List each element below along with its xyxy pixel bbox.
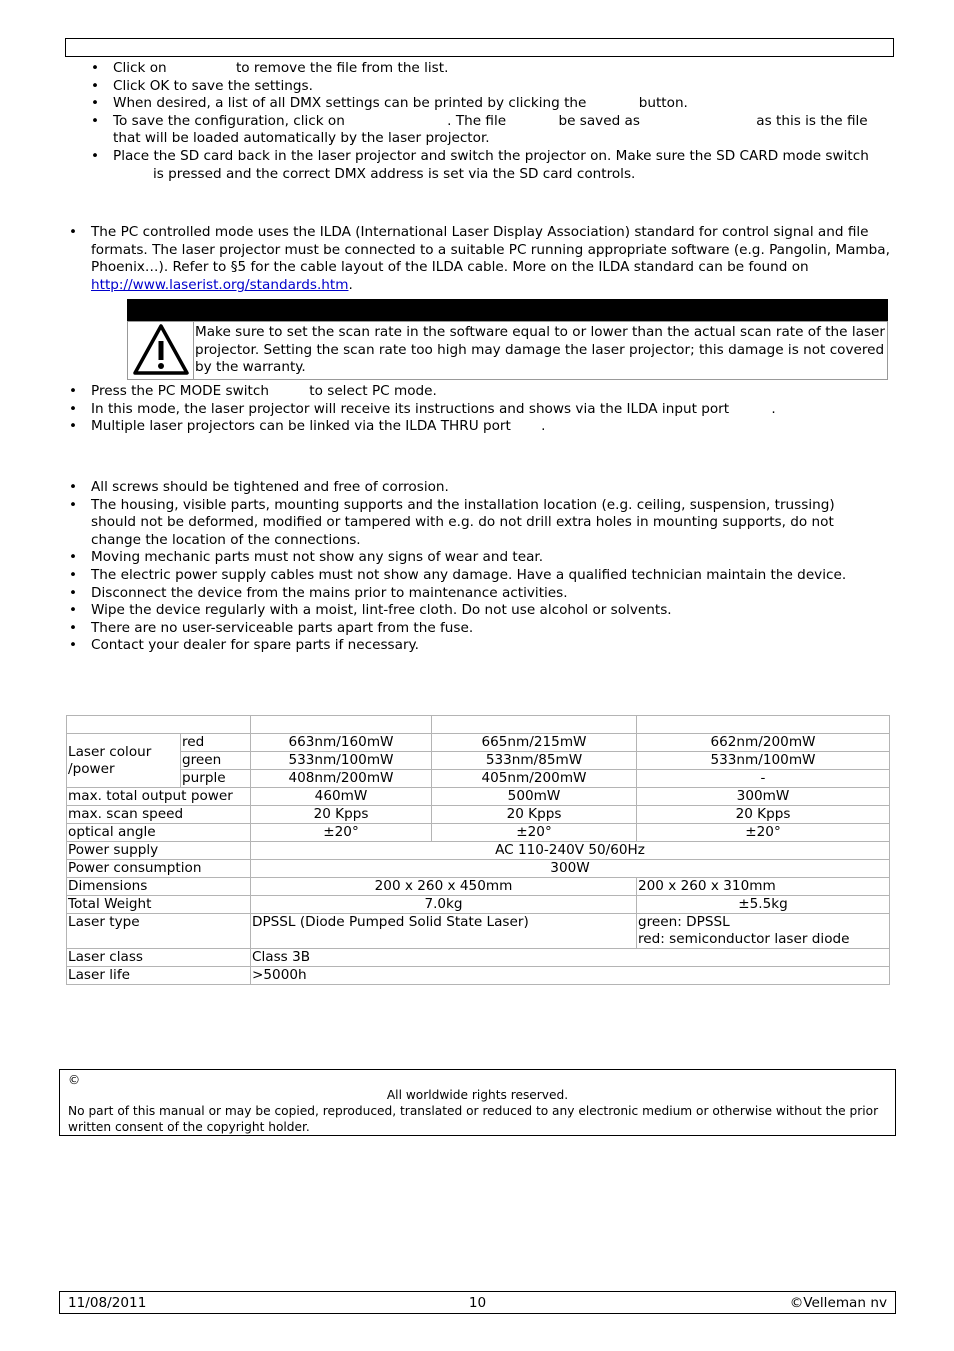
- table-row: [67, 788, 890, 806]
- copyright-box: [59, 1069, 896, 1136]
- copyright-notice: No part of this manual or may be copied, reproduced, translated or reduced to any electronic medium or otherwise without the prior written consent of the copyright holder.: [68, 1104, 879, 1134]
- cell-line: green: DPSSL: [638, 914, 730, 930]
- footer-company: ©Velleman nv: [789, 1295, 887, 1311]
- warning-text: Make sure to set the scan rate in the software equal to or lower than the actual scan rate of the laser projector. Setting the scan rate too high may damage the laser projector; this damage is not covered by the warranty.: [195, 324, 885, 376]
- row-label: Power consumption: [67, 860, 251, 878]
- list-item: • There are no user-serviceable parts apart from the fuse.: [69, 619, 474, 636]
- table-row: [67, 878, 890, 896]
- warning-triangle-icon: [127, 321, 194, 380]
- specifications-table: [66, 715, 890, 985]
- table-cell: ±20°: [432, 824, 637, 842]
- table-cell: DPSSL (Diode Pumped Solid State Laser): [251, 914, 637, 949]
- table-row: [67, 949, 890, 967]
- list-item: • Click OK to save the settings.: [91, 77, 313, 94]
- page-header-box: [65, 38, 894, 57]
- table-cell: 460mW: [251, 788, 432, 806]
- list-item: • Contact your dealer for spare parts if necessary.: [69, 637, 419, 654]
- table-cell: 533nm/100mW: [251, 752, 432, 770]
- table-cell: 500mW: [432, 788, 637, 806]
- table-cell: 20 Kpps: [432, 806, 637, 824]
- sd-card-steps-list: [91, 60, 893, 183]
- table-cell: AC 110-240V 50/60Hz: [251, 842, 890, 860]
- warning-icon-cell: [127, 321, 194, 380]
- colour-label: green: [181, 752, 251, 770]
- colour-label: purple: [181, 770, 251, 788]
- row-label: max. total output power: [67, 788, 251, 806]
- cell-line: red: semiconductor laser diode: [638, 931, 850, 947]
- table-row: [67, 860, 890, 878]
- warning-header-bar: [127, 299, 888, 321]
- table-cell: ±5.5kg: [637, 896, 890, 914]
- pc-mode-steps-list: [69, 383, 891, 436]
- table-row: [67, 967, 890, 985]
- list-item: • Click on to remove the file from the list.: [91, 60, 449, 76]
- colour-label: red: [181, 734, 251, 752]
- table-header-row: [67, 716, 890, 734]
- table-cell: 20 Kpps: [251, 806, 432, 824]
- list-item: • Wipe the device regularly with a moist, lint-free cloth. Do not use alcohol or solvents.: [69, 602, 672, 619]
- page-footer: [59, 1291, 896, 1314]
- list-item: • When desired, a list of all DMX settings can be printed by clicking the button.: [91, 95, 688, 112]
- table-cell: 7.0kg: [251, 896, 637, 914]
- row-label: Power supply: [67, 842, 251, 860]
- table-cell: ±20°: [637, 824, 890, 842]
- row-label: Laser life: [67, 967, 251, 985]
- table-cell: 533nm/85mW: [432, 752, 637, 770]
- row-label: Total Weight: [67, 896, 251, 914]
- table-cell: 200 x 260 x 450mm: [251, 878, 637, 896]
- table-cell: -: [637, 770, 890, 788]
- row-label: Dimensions: [67, 878, 251, 896]
- table-cell: >5000h: [251, 967, 890, 985]
- table-cell: 200 x 260 x 310mm: [637, 878, 890, 896]
- table-cell: 533nm/100mW: [637, 752, 890, 770]
- list-item: • To save the configuration, click on . The file be saved as as this is the file that will be loaded automatically by the laser projector.: [91, 112, 868, 147]
- table-cell: 662nm/200mW: [637, 734, 890, 752]
- list-item: • All screws should be tightened and free of corrosion.: [69, 479, 449, 495]
- table-row: [67, 752, 890, 770]
- table-row: [67, 896, 890, 914]
- table-row: [67, 734, 890, 752]
- table-row: [67, 770, 890, 788]
- table-row: [67, 842, 890, 860]
- table-cell: 405nm/200mW: [432, 770, 637, 788]
- table-cell: ±20°: [251, 824, 432, 842]
- table-row: [67, 914, 890, 949]
- footer-date: 11/08/2011: [68, 1295, 147, 1311]
- row-label: Laser type: [67, 914, 251, 949]
- table-cell: Class 3B: [251, 949, 890, 967]
- list-item: • Disconnect the device from the mains prior to maintenance activities.: [69, 584, 568, 601]
- list-item: • Moving mechanic parts must not show any signs of wear and tear.: [69, 549, 544, 566]
- table-cell: 300mW: [637, 788, 890, 806]
- pc-mode-intro: [69, 224, 891, 294]
- table-cell: 20 Kpps: [637, 806, 890, 824]
- list-item: • In this mode, the laser projector will receive its instructions and shows via the ILDA input port .: [69, 400, 776, 417]
- rights-reserved-text: All worldwide rights reserved.: [386, 1088, 569, 1102]
- table-cell: 300W: [251, 860, 890, 878]
- list-item: • Place the SD card back in the laser projector and switch the projector on. Make sure the SD CARD mode switch is pressed and the correct DMX address is set via the SD card controls.: [91, 147, 869, 182]
- page-number: 10: [468, 1295, 487, 1311]
- table-row: [67, 824, 890, 842]
- table-cell: 665nm/215mW: [432, 734, 637, 752]
- list-item: • The PC controlled mode uses the ILDA (International Laser Display Association) standard for control signal and file formats. The laser projector must be connected to a suitable PC running appropriate software (e.g. Pangolin, Mamba, Phoenix…). Refer to §5 for the cable layout of the ILDA cable. More on the ILDA standard can be found on http://www.laserist.org/standards.htm.: [69, 224, 890, 293]
- ilda-standard-link[interactable]: http://www.laserist.org/standards.htm: [91, 276, 349, 293]
- laser-colour-label: Laser colour /power: [67, 734, 181, 788]
- table-cell: [637, 914, 890, 949]
- list-item: • Multiple laser projectors can be linked via the ILDA THRU port .: [69, 418, 546, 435]
- list-item: • Press the PC MODE switch to select PC mode.: [69, 383, 437, 399]
- copyright-symbol: ©: [68, 1073, 81, 1087]
- list-item: • The housing, visible parts, mounting supports and the installation location (e.g. ceiling, suspension, trussing) should not be deformed, modified or tampered with e.g. do not drill extra holes in mounting supports, do not change the location of the connections.: [69, 496, 835, 548]
- row-label: optical angle: [67, 824, 251, 842]
- table-row: [67, 806, 890, 824]
- table-cell: 408nm/200mW: [251, 770, 432, 788]
- maintenance-list: [69, 479, 881, 655]
- list-item: • The electric power supply cables must not show any damage. Have a qualified technician maintain the device.: [69, 566, 847, 583]
- row-label: max. scan speed: [67, 806, 251, 824]
- row-label: Laser class: [67, 949, 251, 967]
- table-cell: 663nm/160mW: [251, 734, 432, 752]
